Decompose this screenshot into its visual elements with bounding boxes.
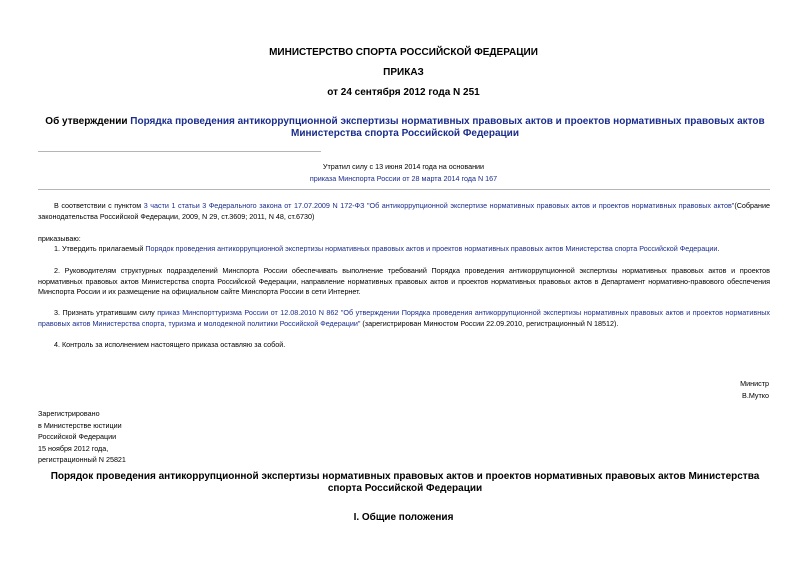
registration-block: [38, 408, 126, 466]
preamble-law-link[interactable]: 3 части 1 статьи 3 Федерального закона от 17.07.2009 N 172-ФЗ "Об антикоррупционной экспертизе нормативных правовых актов и проектов нормативных правовых актов": [143, 201, 735, 210]
item-3-text: 3. Признать утратившим силу: [54, 308, 155, 317]
document-date-number: от 24 сентября 2012 года N 251: [327, 87, 480, 98]
status-repeal-link[interactable]: приказа Минспорта России от 28 марта 2014 года N 167: [309, 173, 498, 183]
registration-line: в Министерстве юстиции: [38, 420, 122, 430]
full-divider: [38, 189, 770, 190]
item-1: [38, 244, 770, 255]
ministry-heading: МИНИСТЕРСТВО СПОРТА РОССИЙСКОЙ ФЕДЕРАЦИИ: [269, 47, 538, 58]
status-line: Утратил силу с 13 июня 2014 года на основании: [322, 162, 485, 171]
document-type: ПРИКАЗ: [383, 67, 424, 78]
registration-line: Российской Федерации: [38, 432, 117, 441]
document-title: [40, 116, 770, 140]
item-1-end: .: [717, 244, 720, 253]
title-prefix: Об утверждении: [45, 116, 128, 127]
registration-line: регистрационный N 25821: [38, 455, 126, 464]
item-2: [38, 266, 770, 298]
registration-line: Зарегистрировано: [38, 409, 100, 418]
preamble-text: В соответствии с пунктом: [54, 201, 142, 210]
item-2-text: 2. Руководителям структурных подразделений Минспорта России обеспечивать выполнение требований Порядка проведения антикоррупционной экспертизы нормативных правовых актов и проектов нормативных правовых актов Министерства спорта Российской Федерации, направление нормативных правовых актов и проектов нормативных правовых актов в Департамент нормативно-правового обеспечения Минспорта России и их размещение на официальном сайте Минспорта России в сети Интернет.: [38, 266, 770, 296]
preamble-source: (Собрание законодательства Российской Федерации, 2009, N 29, ст.3609; 2011, N 48, ст.6730): [38, 201, 771, 221]
item-4: [38, 340, 770, 351]
item-3: [38, 308, 770, 329]
title-link[interactable]: Порядка проведения антикоррупционной экспертизы нормативных правовых актов и проектов нормативных правовых актов Министерства спорта Российской Федерации: [130, 116, 765, 139]
signature-block: [740, 378, 769, 401]
appendix-title: Порядок проведения антикоррупционной экспертизы нормативных правовых актов и проектов нормативных правовых актов Министерства спорта Российской Федерации: [50, 471, 760, 494]
section-title: I. Общие положения: [353, 512, 454, 523]
item-1-procedure-link[interactable]: Порядок проведения антикоррупционной экспертизы нормативных правовых актов и проектов нормативных правовых актов Министерства спорта Российской Федерации: [145, 244, 718, 253]
item-3-registration: (зарегистрирован Минюстом России 22.09.2010, регистрационный N 18512).: [360, 318, 619, 328]
item-1-text: 1. Утвердить прилагаемый: [54, 244, 144, 253]
order-word: приказываю:: [38, 234, 81, 243]
short-divider: [38, 151, 321, 152]
preamble: [38, 201, 770, 222]
status-note: [0, 161, 807, 184]
registration-line: 15 ноября 2012 года,: [38, 443, 109, 453]
item-3-repealed-order-link[interactable]: приказ Минспорттуризма России от 12.08.2010 N 862 "Об утверждении Порядка проведения антикоррупционной экспертизы нормативных правовых актов и проектов нормативных правовых актов Министерства спорта, туризма и молодежной политики Российской Федерации": [38, 308, 770, 328]
item-4-text: 4. Контроль за исполнением настоящего приказа оставляю за собой.: [54, 340, 286, 349]
signature-position: Министр: [740, 379, 769, 388]
signature-name: В.Мутко: [742, 390, 769, 400]
